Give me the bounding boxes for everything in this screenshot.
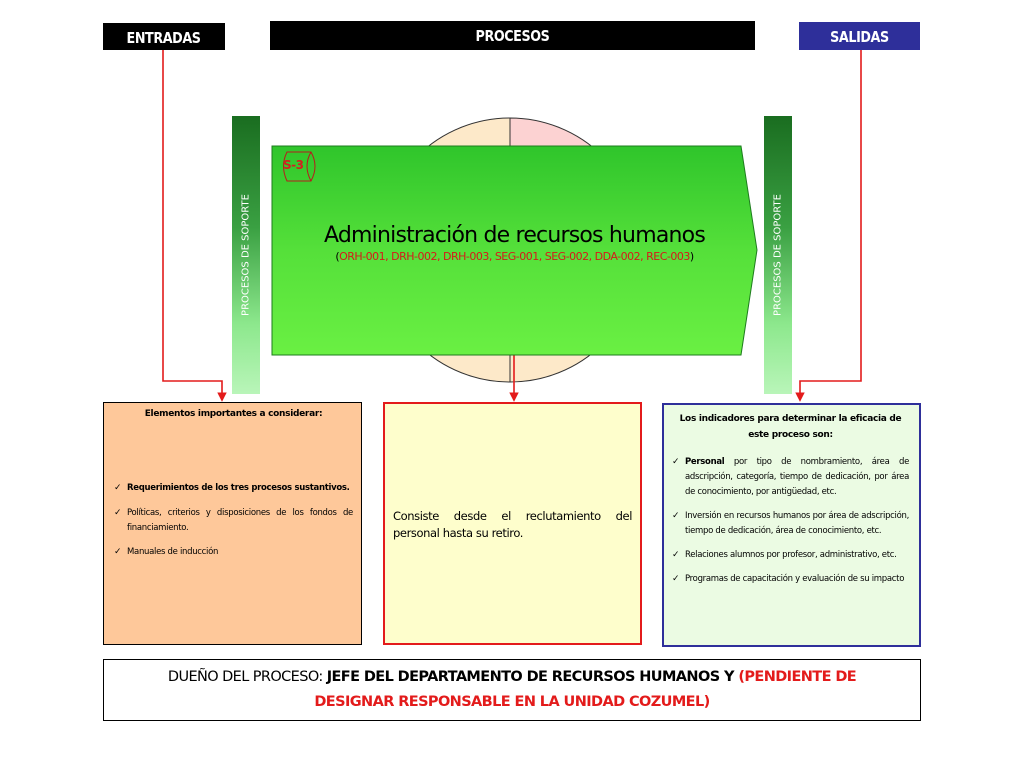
outputs-title: Los indicadores para determinar la eficacia de este proceso son: [679, 414, 902, 440]
codes-close-paren: ) [689, 250, 694, 263]
outputs-list [672, 455, 909, 587]
inputs-title: Elementos importantes a considerar: [144, 409, 323, 419]
inputs-item-1: Requerimientos de los tres procesos sustantivos. [127, 483, 350, 493]
owner-label: DUEÑO DEL PROCESO: [167, 669, 327, 685]
entradas-connector [163, 50, 222, 400]
process-text [271, 223, 758, 263]
codes-open-paren: ( [335, 250, 340, 263]
check-icon: ✓ [672, 550, 680, 560]
process-code-badge [281, 150, 319, 182]
procesos-label: PROCESOS [475, 26, 550, 45]
outputs-item-1-rest: por tipo de nombramiento, área de adscripción, categoría, tiempo de dedicación, por área de conocimiento, por antigüedad, etc. [685, 457, 909, 497]
support-bar-right-label: PROCESOS DE SOPORTE [772, 194, 784, 316]
list-item [114, 481, 353, 496]
check-icon: ✓ [672, 574, 680, 584]
list-item [672, 572, 909, 587]
inputs-list [114, 481, 353, 560]
outputs-item-3: Relaciones alumnos por profesor, administrativo, etc. [685, 550, 897, 560]
salidas-connector [800, 50, 861, 400]
process-title: Administración de recursos humanos [324, 223, 705, 248]
owner-name: JEFE DEL DEPARTAMENTO DE RECURSOS HUMANOS Y [326, 669, 739, 685]
support-bar-left-label: PROCESOS DE SOPORTE [240, 194, 252, 316]
salidas-label: SALIDAS [830, 27, 889, 46]
list-item [672, 509, 909, 539]
list-item [672, 455, 909, 500]
inputs-item-2: Políticas, criterios y disposiciones de los fondos de financiamiento. [127, 508, 353, 533]
check-icon: ✓ [114, 547, 122, 557]
outputs-box [662, 403, 921, 647]
owner-box [103, 659, 921, 721]
process-shape [271, 145, 758, 356]
outputs-item-2: Inversión en recursos humanos por área de adscripción, tiempo de dedicación, área de conocimiento, etc. [685, 511, 909, 536]
check-icon: ✓ [672, 457, 680, 467]
process-code: S-3 [283, 158, 304, 172]
inputs-item-3: Manuales de inducción [127, 547, 219, 557]
support-bar-left [232, 116, 260, 394]
entradas-label: ENTRADAS [126, 28, 202, 47]
description-text: Consiste desde el reclutamiento del personal hasta su retiro. [393, 509, 632, 540]
process-codes: ORH-001, DRH-002, DRH-003, SEG-001, SEG-002, DDA-002, REC-003 [339, 250, 690, 263]
owner-pending: (PENDIENTE DE DESIGNAR RESPONSABLE EN LA UNIDAD COZUMEL) [314, 669, 857, 710]
check-icon: ✓ [672, 511, 680, 521]
support-bar-right [764, 116, 792, 394]
description-box [383, 402, 642, 645]
list-item [114, 506, 353, 536]
inputs-box [103, 402, 362, 645]
list-item [672, 548, 909, 563]
list-item [114, 545, 353, 560]
process-codes-line [271, 250, 758, 263]
check-icon: ✓ [114, 483, 122, 493]
check-icon: ✓ [114, 508, 122, 518]
outputs-item-1-bold: Personal [685, 457, 725, 467]
outputs-item-4: Programas de capacitación y evaluación de su impacto [685, 574, 905, 584]
